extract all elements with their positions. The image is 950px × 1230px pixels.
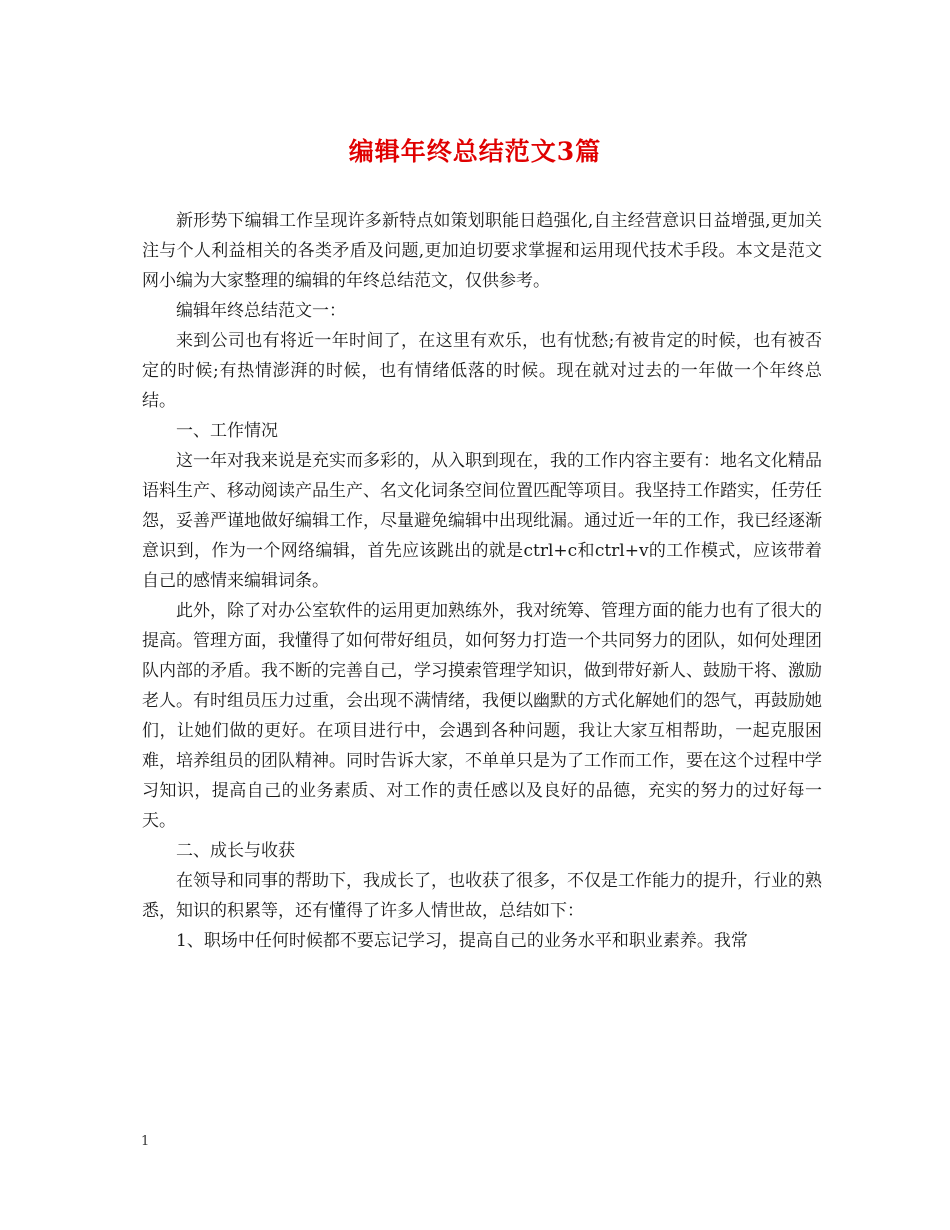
paragraph-work-content: 这一年对我来说是充实而多彩的，从入职到现在，我的工作内容主要有：地名文化精品语料生产、移动阅读产品生产、名文化词条空间位置匹配等项目。我坚持工作踏实，任劳任怨，妥善严谨地做好编辑工作，尽量避免编辑中出现纰漏。通过近一年的工作，我已经逐渐意识到，作为一个网络编辑，首先应该跳出的就是ctrl+c和ctrl+v的工作模式，应该带着自己的感情来编辑词条。 xyxy=(142,451,822,591)
paragraph-heading-sample-one: 编辑年终总结范文一： xyxy=(176,301,346,321)
paragraph-management: 此外，除了对办公室软件的运用更加熟练外，我对统筹、管理方面的能力也有了很大的提高。管理方面，我懂得了如何带好组员，如何努力打造一个共同努力的团队，如何处理团队内部的矛盾。我不断的完善自己，学习摸索管理学知识，做到带好新人、鼓励干将、激励老人。有时组员压力过重，会出现不满情绪，我便以幽默的方式化解她们的怨气，再鼓励她们，让她们做的更好。在项目进行中，会遇到各种问题，我让大家互相帮助，一起克服困难，培养组员的团队精神。同时告诉大家，不单单只是为了工作而工作，要在这个过程中学习知识，提高自己的业务素质、对工作的责任感以及良好的品德，充实的努力的过好每一天。 xyxy=(142,601,822,831)
paragraph-opening: 来到公司也有将近一年时间了，在这里有欢乐，也有忧愁;有被肯定的时候，也有被否定的时候;有热情澎湃的时候，也有情绪低落的时候。现在就对过去的一年做一个年终总结。 xyxy=(142,331,822,411)
section-heading-growth: 二、成长与收获 xyxy=(176,841,295,861)
section-heading-work: 一、工作情况 xyxy=(176,421,278,441)
document-body xyxy=(142,206,822,956)
paragraph-point-one: 1、职场中任何时候都不要忘记学习，提高自己的业务水平和职业素养。我常 xyxy=(176,931,748,951)
paragraph-growth: 在领导和同事的帮助下，我成长了，也收获了很多，不仅是工作能力的提升，行业的熟悉，知识的积累等，还有懂得了许多人情世故，总结如下： xyxy=(142,871,822,921)
page-number: 1 xyxy=(141,1134,150,1149)
document-title: 编辑年终总结范文3篇 xyxy=(348,137,602,166)
paragraph-intro: 新形势下编辑工作呈现许多新特点如策划职能日趋强化,自主经营意识日益增强,更加关注与个人利益相关的各类矛盾及问题,更加迫切要求掌握和运用现代技术手段。本文是范文网小编为大家整理的编辑的年终总结范文，仅供参考。 xyxy=(142,211,822,291)
